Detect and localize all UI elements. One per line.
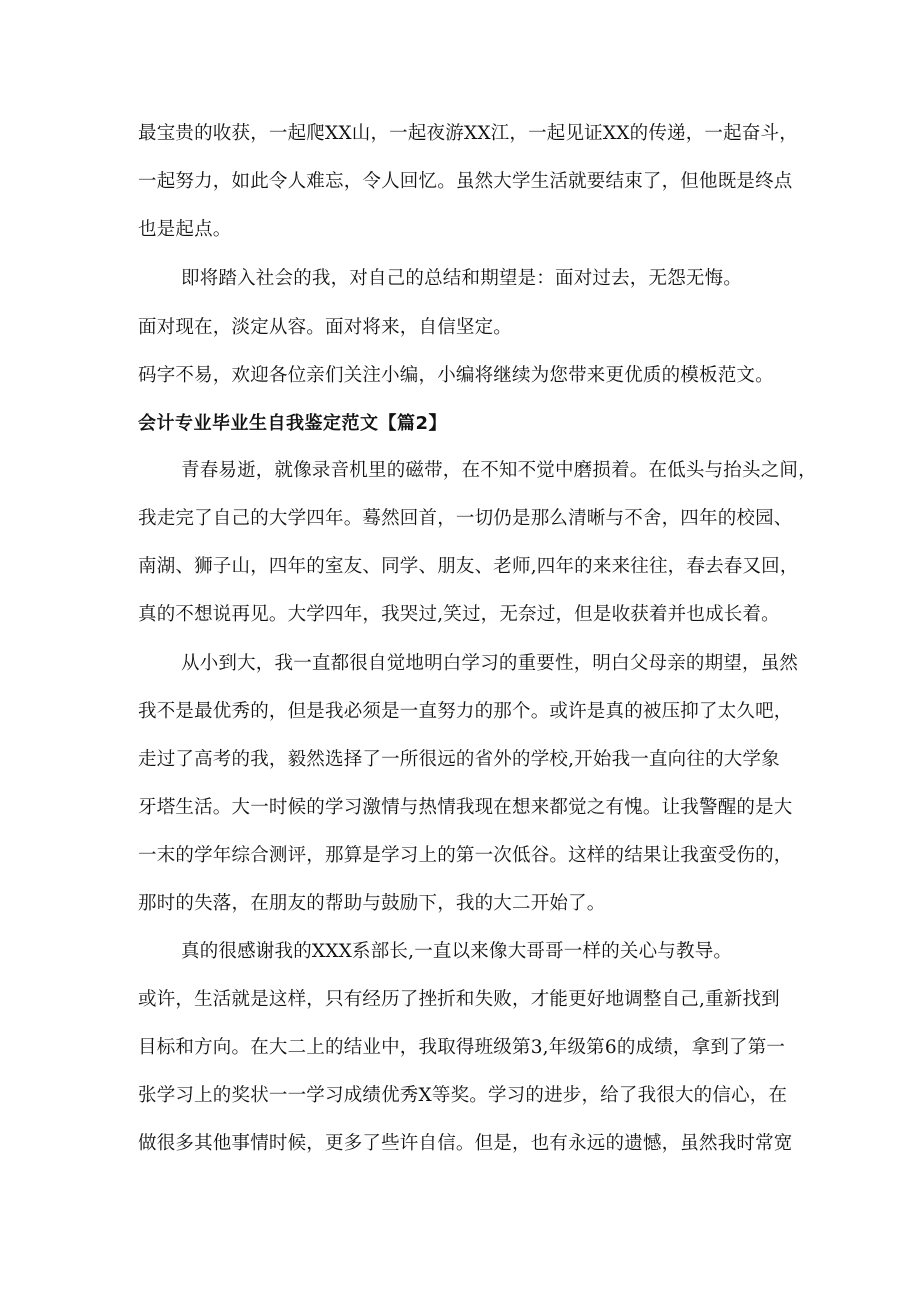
text-line: 一末的学年综合测评，那算是学习上的第一次低谷。这样的结果让我蛮受伤的， [138, 845, 793, 866]
text-line: 目标和方向。在大二上的结业中，我取得班级第3,年级第6的成绩，拿到了第一 [138, 1037, 786, 1058]
text-line: 也是起点。 [138, 219, 232, 240]
text-line: 那时的失落，在朋友的帮助与鼓励下，我的大二开始了。 [138, 893, 606, 914]
text-line: 张学习上的奖状一一学习成绩优秀X等奖。学习的进步，给了我很大的信心，在 [138, 1085, 788, 1106]
text-line: 牙塔生活。大一时候的学习激情与热情我现在想来都觉之有愧。让我警醒的是大 [138, 797, 793, 818]
section-heading: 会计专业毕业生自我鉴定范文【篇2】 [138, 413, 448, 434]
text-line: 我走完了自己的大学四年。蓦然回首，一切仍是那么清晰与不舍，四年的校园、 [138, 508, 793, 529]
text-line: 一起努力，如此令人难忘，令人回忆。虽然大学生活就要结束了，但他既是终点 [138, 171, 793, 192]
text-line: 从小到大，我一直都很自觉地明白学习的重要性，明白父母亲的期望，虽然 [181, 653, 799, 674]
text-line: 青春易逝，就像录音机里的磁带，在不知不觉中磨损着。在低头与抬头之间， [181, 460, 817, 481]
text-line: 即将踏入社会的我，对自己的总结和期望是：面对过去，无怨无悔。 [181, 268, 743, 289]
text-line: 最宝贵的收获，一起爬XX山，一起夜游XX江，一起见证XX的传递，一起奋斗， [138, 123, 798, 144]
text-line: 真的很感谢我的XXX系部长,一直以来像大哥哥一样的关心与教导。 [181, 941, 733, 962]
text-line: 真的不想说再见。大学四年，我哭过,笑过，无奈过，但是收获着并也成长着。 [138, 604, 780, 625]
text-line: 走过了高考的我，毅然选择了一所很远的省外的学校,开始我一直向往的大学象 [138, 749, 780, 770]
text-line: 南湖、狮子山，四年的室友、同学、朋友、老师,四年的来来往往，春去春又回， [138, 556, 799, 577]
text-line: 码字不易，欢迎各位亲们关注小编，小编将继续为您带来更优质的模板范文。 [138, 365, 774, 386]
text-line: 我不是最优秀的，但是我必须是一直努力的那个。或许是真的被压抑了太久吧， [138, 701, 793, 722]
text-line: 面对现在，淡定从容。面对将来，自信坚定。 [138, 317, 513, 338]
text-line: 或许，生活就是这样，只有经历了挫折和失败，才能更好地调整自己,重新找到 [138, 989, 780, 1010]
text-line: 做很多其他事情时候，更多了些许自信。但是，也有永远的遗憾，虽然我时常宽 [138, 1133, 793, 1154]
